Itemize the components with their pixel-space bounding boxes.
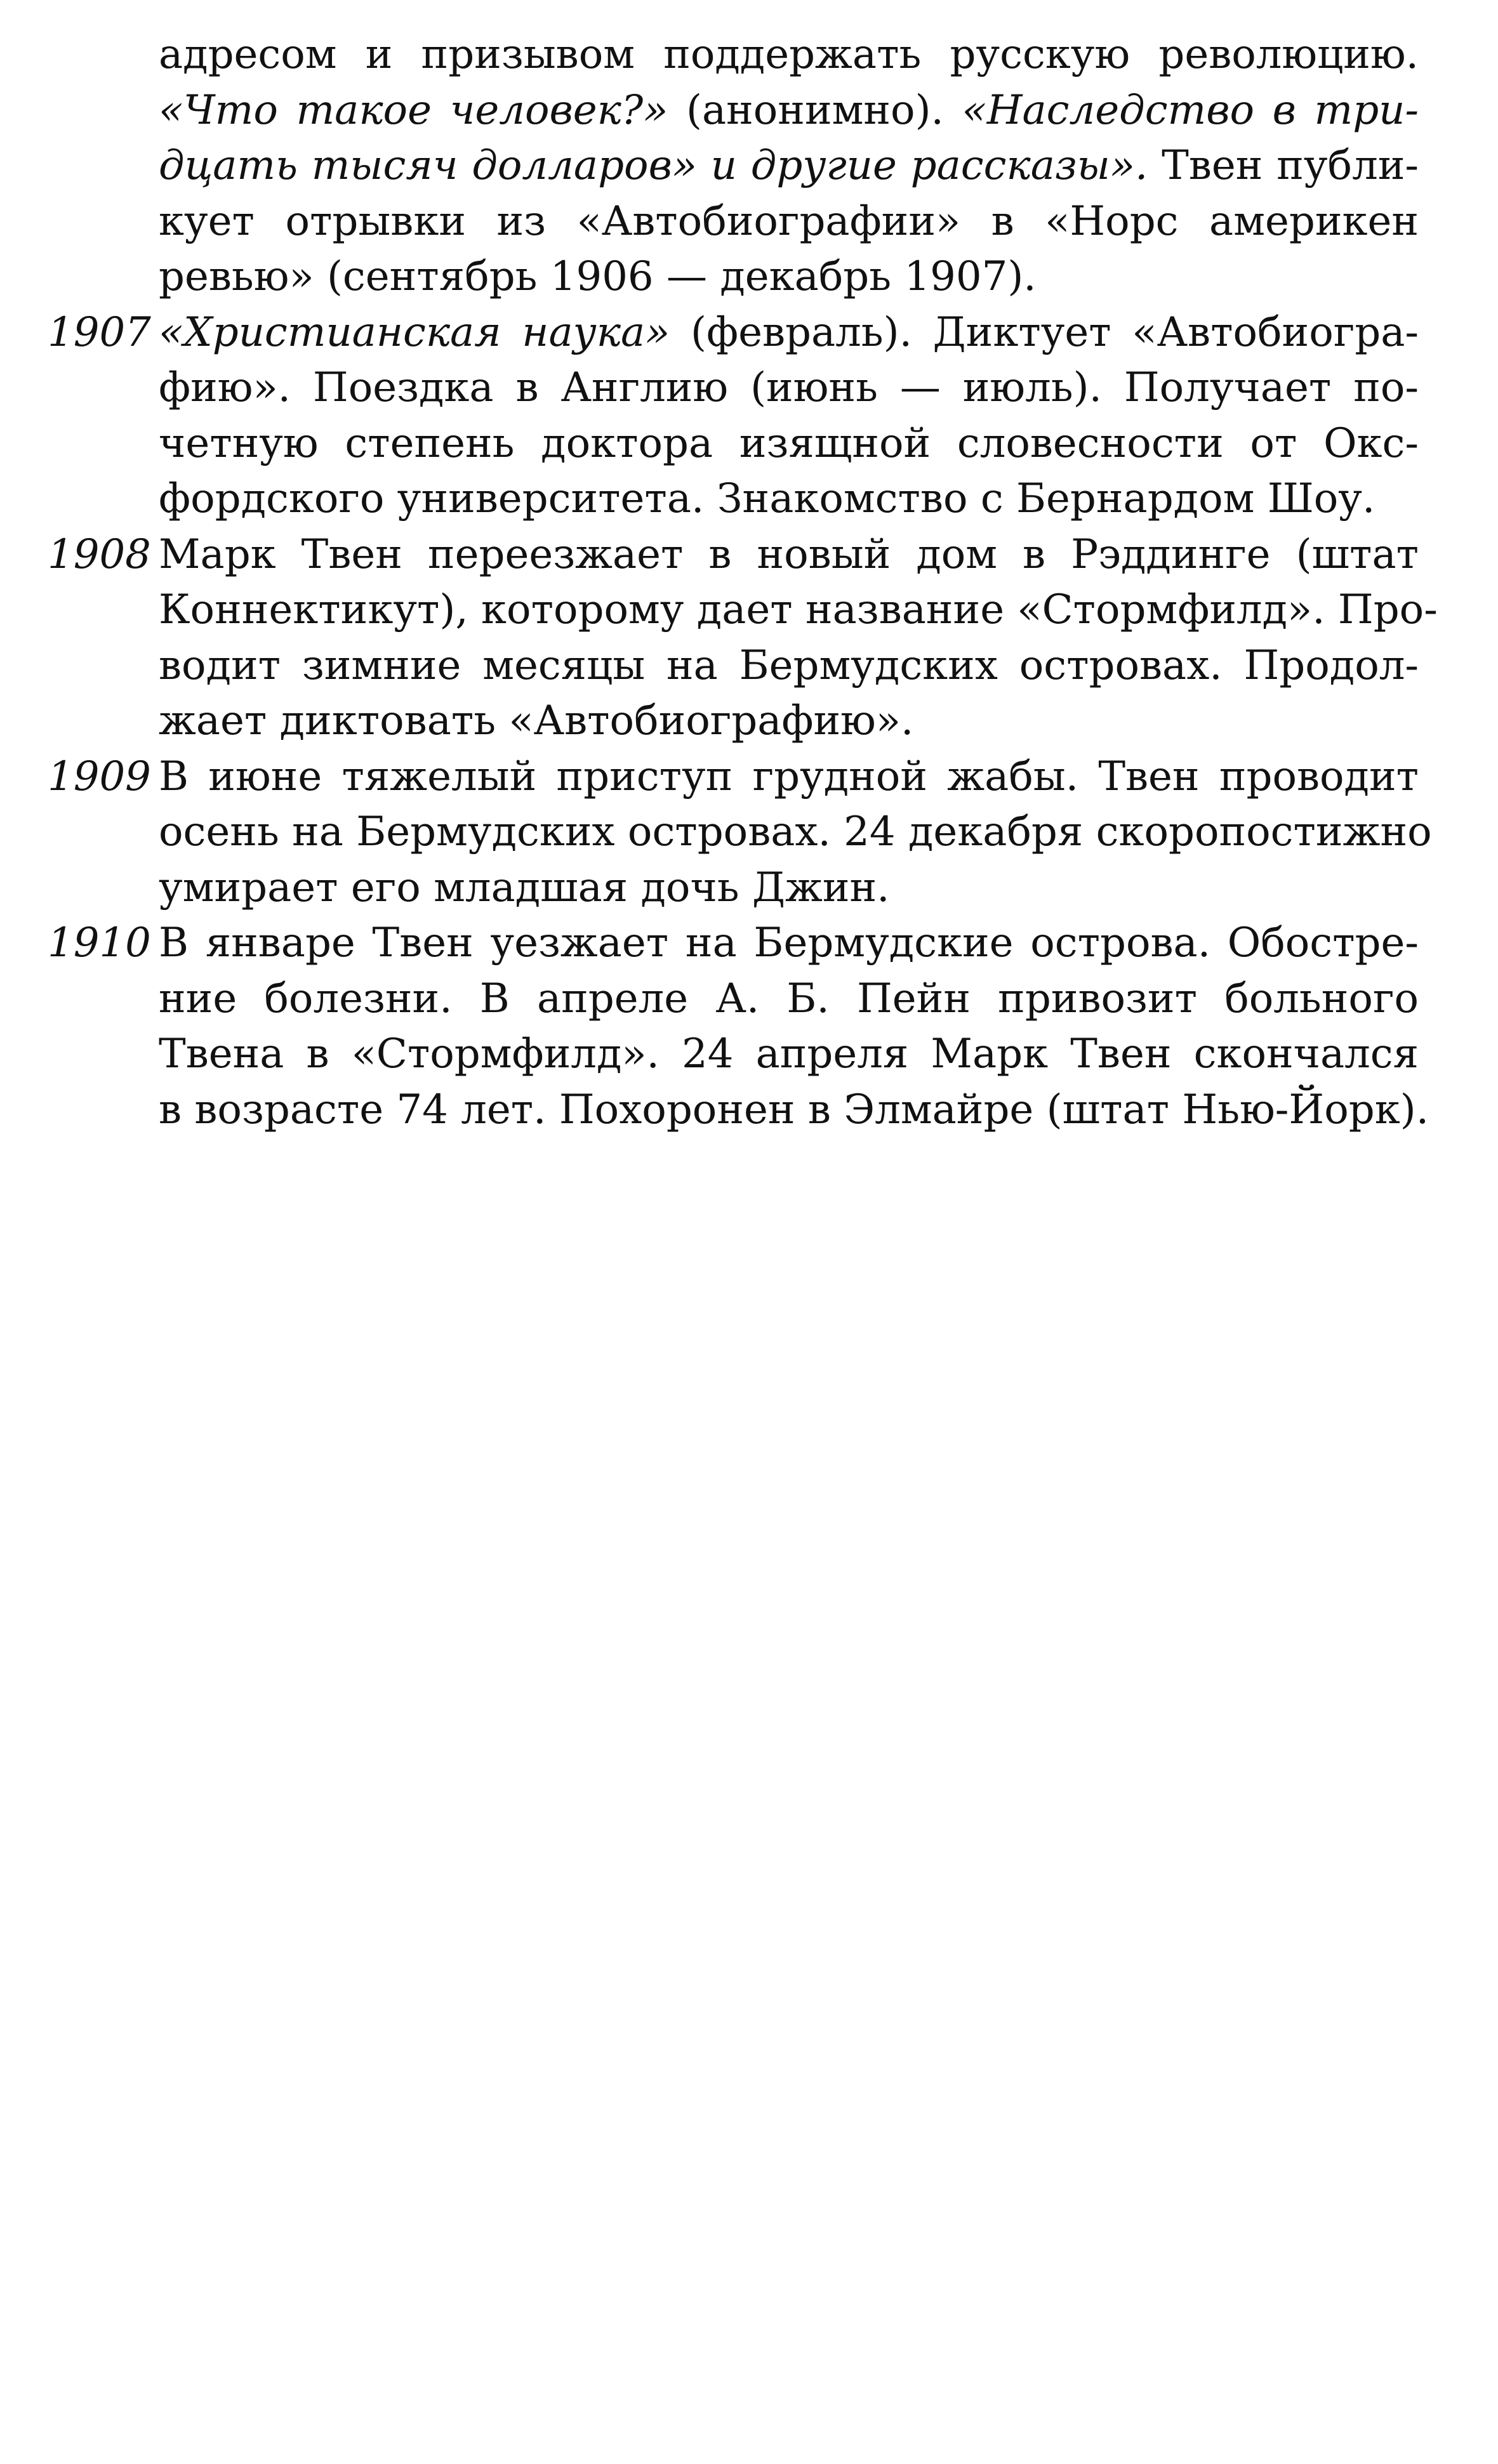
entry-text-line — [159, 306, 1419, 359]
entry-year: 1907 — [48, 308, 151, 356]
entry-text-line — [159, 361, 1419, 414]
entry-text-line — [159, 250, 1419, 303]
entry-text-line — [159, 472, 1419, 525]
text-segment: четную степень доктора изящной словесности от Окс- — [159, 419, 1419, 467]
entry-year: 1908 — [48, 530, 151, 578]
text-segment: водит зимние месяцы на Бермудских островах. Продол- — [159, 642, 1419, 689]
entry-text-line — [159, 139, 1419, 192]
entry-year: 1910 — [48, 919, 151, 966]
text-segment: Твена в «Стормфилд». 24 апреля Марк Твен скончался — [159, 1031, 1419, 1077]
text-segment: В июне тяжелый приступ грудной жабы. Твен проводит — [159, 753, 1419, 800]
entry-text-line — [159, 861, 1419, 914]
entry-text-line — [159, 28, 1419, 81]
text-segment: Марк Твен переезжает в новый дом в Рэддинге (штат — [159, 530, 1419, 578]
text-segment: Твен публи- — [1148, 142, 1419, 189]
text-segment: В январе Твен уезжает на Бермудские острова. Обостре- — [159, 919, 1419, 966]
entry-text-line — [159, 1083, 1429, 1136]
text-segment: в возрасте 74 лет. Похоронен в Элмайре (штат Нью-Йорк). — [159, 1086, 1429, 1133]
text-segment: фордского университета. Знакомство с Бернардом Шоу. — [159, 475, 1375, 522]
entry-text-line — [159, 916, 1419, 970]
entry-text-line — [159, 195, 1419, 248]
text-segment: ние болезни. В апреле А. Б. Пейн привозит больного — [159, 975, 1419, 1022]
text-segment: ревью» (сентябрь 1906 — декабрь 1907). — [159, 253, 1037, 300]
entry-year: 1909 — [48, 753, 151, 800]
entry-text-line — [159, 417, 1419, 470]
text-segment: кует отрывки из «Автобиографии» в «Норс америкен — [159, 197, 1419, 245]
italic-title-text: дцать тысяч долларов» и другие рассказы». — [159, 142, 1148, 189]
entry-text-line — [159, 1027, 1419, 1081]
text-segment: умирает его младшая дочь Джин. — [159, 864, 890, 911]
text-segment: (анонимно). — [668, 86, 962, 134]
text-segment: фию». Поездка в Англию (июнь — июль). Получает по- — [159, 364, 1419, 411]
entry-text-line — [159, 694, 1419, 748]
text-segment: (февраль). Диктует «Автобиогра- — [670, 308, 1419, 356]
text-segment: адресом и призывом поддержать русскую революцию. — [159, 31, 1419, 78]
entry-text-line — [159, 583, 1438, 636]
italic-title-text: «Христианская наука» — [159, 308, 670, 356]
entry-text-line — [159, 84, 1419, 137]
text-segment: жает диктовать «Автобиографию». — [159, 697, 914, 744]
italic-title-text: «Что такое человек?» — [159, 86, 668, 134]
entry-text-line — [159, 972, 1419, 1025]
entry-text-line — [159, 528, 1419, 581]
text-segment: Коннектикут), которому дает название «Стормфилд». Про- — [159, 586, 1438, 633]
italic-title-text: «Наследство в три- — [962, 86, 1419, 134]
entry-text-line — [159, 750, 1419, 803]
entry-text-line — [159, 805, 1432, 859]
text-segment: осень на Бермудских островах. 24 декабря скоропостижно — [159, 808, 1432, 855]
entry-text-line — [159, 639, 1419, 692]
